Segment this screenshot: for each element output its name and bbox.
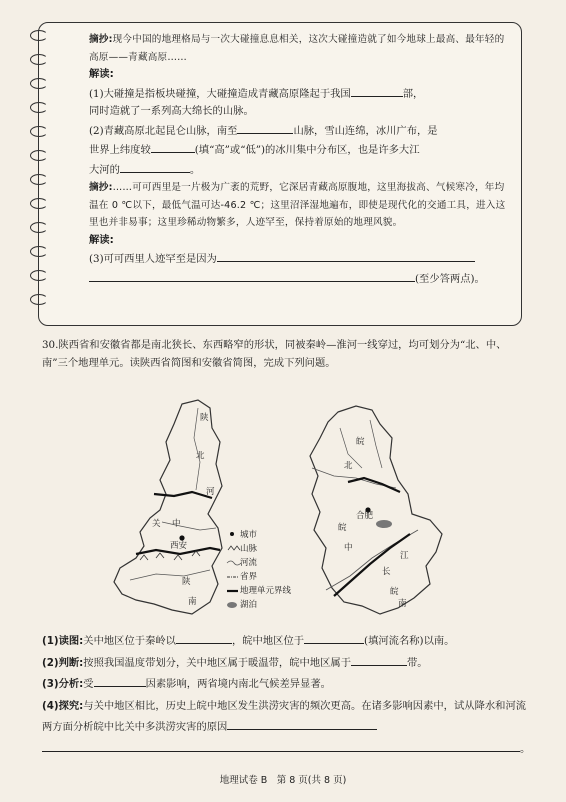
map-label-wan-south: 皖 <box>390 587 399 597</box>
interp-1-label: 解读: <box>89 68 114 80</box>
q3-text-c: 因素影响，两省境内南北气候差异显著。 <box>145 678 331 690</box>
answer-blank-5[interactable] <box>217 249 475 262</box>
map-label-shaan-south: 陕 <box>182 577 191 587</box>
item-2-text-e: 大河的 <box>89 163 120 176</box>
legend-item: 河流 <box>240 558 258 568</box>
answer-blank-1[interactable] <box>351 84 403 97</box>
map-legend <box>227 529 292 610</box>
item-1-text-c: 同时造就了一系列高大绵长的山脉。 <box>89 105 254 117</box>
map-label-zhong: 中 <box>172 519 181 529</box>
lake-legend-icon <box>227 602 237 608</box>
item-2-text-d: (填“高”或“低”)的冰川集中分布区，也是许多大江 <box>194 144 420 156</box>
legend-item: 地理单元界线 <box>240 586 292 596</box>
excerpt-2-text: ……可可西里是一片极为广袤的荒野，它深居青藏高原腹地，这里海拔高、气候寒冷，年均温在 0 ℃以下，最低气温可达-46.2 ℃；这里沼泽湿地遍布，即使是现代化的交通工具，进入这里也并非易事；这里珍稀动物繁多，人迹罕至，保持着原始的地理风貌。 <box>89 182 506 228</box>
q1-text-b: 关中地区位于秦岭以 <box>83 635 176 647</box>
sub-question-4 <box>42 696 532 761</box>
q2-text-c: 带。 <box>407 656 428 669</box>
map-label-shaan: 陕 <box>200 413 209 423</box>
legend-item: 山脉 <box>240 544 258 554</box>
map-label-chang: 长 <box>382 567 391 577</box>
excerpt-notebook-box <box>38 22 522 326</box>
answer-blank-2[interactable] <box>237 121 293 134</box>
sub-question-2 <box>42 653 532 675</box>
ring-icon <box>30 174 48 185</box>
q2-label: (2)判断: <box>42 656 84 669</box>
city-marker <box>179 535 184 540</box>
ring-icon <box>30 126 48 137</box>
notebook-content <box>65 31 511 319</box>
item-2-text-a: (2)青藏高原北起昆仑山脉，南至 <box>89 124 238 137</box>
excerpt-1 <box>65 31 511 66</box>
sub-questions <box>42 631 532 760</box>
legend-item: 城市 <box>240 530 258 540</box>
map-label-nan: 南 <box>188 597 197 607</box>
city-legend-icon <box>230 532 234 536</box>
legend-item: 湖泊 <box>240 600 258 610</box>
mountain-legend-icon <box>228 546 240 550</box>
shaanxi-map <box>114 400 222 614</box>
item-2-text-b: 山脉，雪山连绵，冰川广布，是 <box>293 124 438 137</box>
item-2-text-f: 。 <box>189 163 201 176</box>
ring-icon <box>30 102 48 113</box>
answer-blank-6[interactable] <box>89 269 415 282</box>
question-30-text: 陕西省和安徽省都是南北狭长、东西略窄的形状，同被秦岭—淮河一线穿过，均可划分为“北、中、南”三个地理单元。读陕西省简图和安徽省简图，完成下列问题。 <box>42 339 507 369</box>
excerpt-2 <box>65 179 511 232</box>
map-label-bei: 北 <box>196 451 205 461</box>
answer-blank-4[interactable] <box>120 160 190 173</box>
ring-icon <box>30 294 48 305</box>
map-label-hefei: 合肥 <box>356 511 374 521</box>
map-label-nan-anhui: 南 <box>398 599 407 609</box>
map-label-jiang: 江 <box>400 551 409 561</box>
answer-blank-10[interactable] <box>94 674 146 687</box>
map-label-wan-mid: 皖 <box>338 523 347 533</box>
anhui-outline <box>310 406 442 614</box>
ring-icon <box>30 246 48 257</box>
map-label-xian: 西安 <box>170 541 188 551</box>
item-1-text-b: 部， <box>402 87 424 100</box>
spiral-binding <box>30 30 50 320</box>
q4-text-c: 。 <box>520 742 531 755</box>
answer-blank-11[interactable] <box>227 717 377 730</box>
ring-icon <box>30 222 48 233</box>
item-2 <box>65 121 511 180</box>
ring-icon <box>30 54 48 65</box>
q3-label: (3)分析: <box>42 678 84 690</box>
interp-2-label: 解读: <box>89 233 114 246</box>
ring-icon <box>30 30 48 41</box>
map-label-bei-anhui: 北 <box>344 461 353 471</box>
excerpt-1-text: 现今中国的地理格局与一次大碰撞息息相关，这次大碰撞造就了如今地球上最高、最年轻的高原——青藏高原…… <box>89 34 505 63</box>
answer-blank-12[interactable] <box>42 739 520 752</box>
map-label-he: 河 <box>206 487 215 497</box>
q4-text-b: 与关中地区相比，历史上皖中地区发生洪涝灾害的频次更高。在诸多影响因素中，试从降水和河流两方面分析皖中比关中多洪涝灾害的原因 <box>42 699 527 733</box>
excerpt-2-label: 摘抄: <box>89 182 113 193</box>
item-1-text-a: (1)大碰撞是指板块碰撞，大碰撞造成青藏高原隆起于我国 <box>89 87 351 100</box>
river-legend-icon <box>227 561 241 565</box>
question-30 <box>42 336 528 372</box>
map-label-zhong-anhui: 中 <box>344 543 353 553</box>
answer-blank-8[interactable] <box>304 631 364 644</box>
item-3-text-b: (至少答两点)。 <box>415 272 485 285</box>
q4-label: (4)探究: <box>42 699 84 712</box>
sub-question-3 <box>42 674 532 696</box>
q2-text-b: 按照我国温度带划分，关中地区属于暖温带，皖中地区属于 <box>83 656 352 669</box>
map-label-guan: 关 <box>152 519 161 529</box>
legend-item: 省界 <box>240 572 258 582</box>
page-footer: 地理试卷 B 第 8 页(共 8 页) <box>219 775 347 786</box>
item-2-text-c: 世界上纬度较 <box>89 144 151 156</box>
question-number: 30. <box>42 339 59 351</box>
sub-question-1 <box>42 631 532 653</box>
answer-blank-7[interactable] <box>176 631 232 644</box>
item-1 <box>65 84 511 121</box>
answer-blank-9[interactable] <box>351 653 407 666</box>
item-3 <box>65 249 511 288</box>
province-maps <box>100 398 480 626</box>
item-3-text-a: (3)可可西里人迹罕至是因为 <box>89 253 217 265</box>
lake-chaohu <box>376 520 392 528</box>
answer-blank-3[interactable] <box>151 140 195 153</box>
q3-text-b: 受 <box>83 678 94 690</box>
map-label-wan: 皖 <box>356 437 365 447</box>
ring-icon <box>30 270 48 281</box>
ring-icon <box>30 78 48 89</box>
q1-text-d: (填河流名称)以南。 <box>364 635 455 647</box>
q1-text-c: ，皖中地区位于 <box>231 635 305 647</box>
excerpt-1-label: 摘抄: <box>89 34 113 45</box>
shaanxi-outline <box>114 400 222 614</box>
ring-icon <box>30 198 48 209</box>
q1-label: (1)读图: <box>42 635 84 647</box>
ring-icon <box>30 150 48 161</box>
anhui-map <box>310 406 442 614</box>
